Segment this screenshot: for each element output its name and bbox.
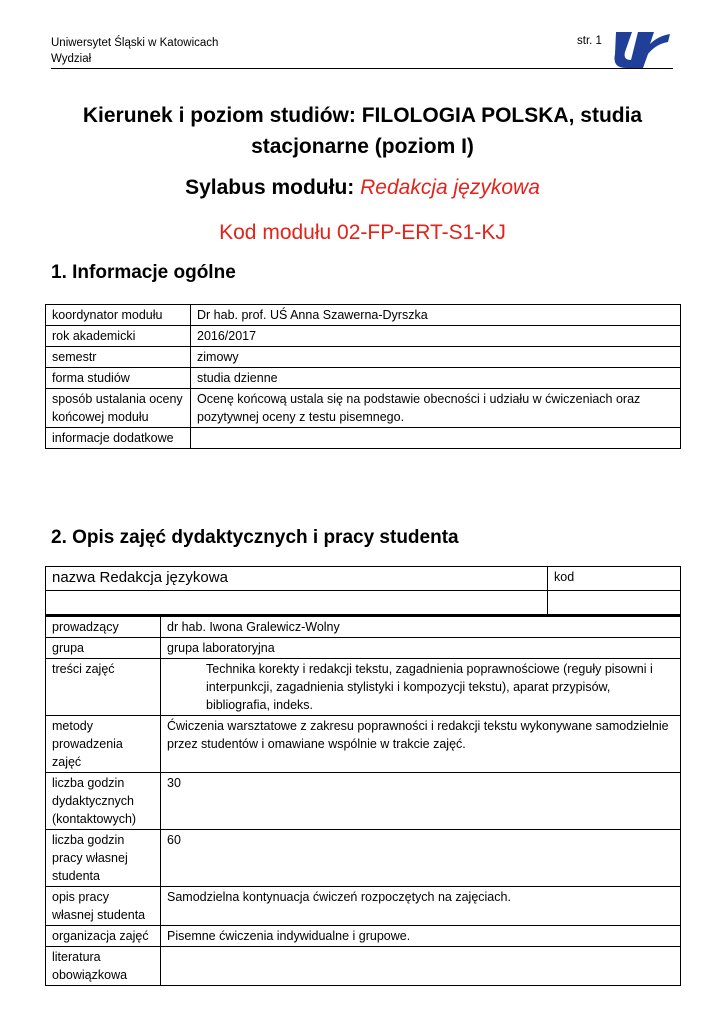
title-line-2: stacjonarne (poziom I) <box>251 135 474 158</box>
row-value: Ćwiczenia warsztatowe z zakresu poprawności i redakcji tekstu wykonywane samodzielnie przez studentów i omawiane wspólnie w trakcie zajęć. <box>161 716 681 773</box>
empty-cell <box>46 591 548 615</box>
row-value <box>191 428 681 449</box>
row-value <box>161 947 681 986</box>
title-line-1: Kierunek i poziom studiów: FILOLOGIA POLSKA, studia <box>82 104 643 127</box>
module-name-table <box>45 566 681 615</box>
table-row <box>46 659 681 716</box>
module-name: Redakcja językowa <box>360 176 540 199</box>
table-row <box>46 368 681 389</box>
course-details-table <box>45 615 681 986</box>
row-value: dr hab. Iwona Gralewicz-Wolny <box>161 616 681 638</box>
university-name: Uniwersytet Śląski w Katowicach <box>51 37 219 49</box>
general-info-table <box>45 304 681 449</box>
empty-cell <box>548 591 681 615</box>
table-row <box>46 947 681 986</box>
table-row <box>46 326 681 347</box>
row-value: Samodzielna kontynuacja ćwiczeń rozpoczętych na zajęciach. <box>161 887 681 926</box>
row-label: grupa <box>46 638 161 659</box>
table-row <box>46 591 681 615</box>
table-row <box>46 830 681 887</box>
row-label: semestr <box>46 347 191 368</box>
table-row <box>46 389 681 428</box>
table-row <box>46 773 681 830</box>
table-row <box>46 638 681 659</box>
kod-label: kod <box>548 567 681 591</box>
page-header <box>51 35 218 67</box>
table-row <box>46 716 681 773</box>
row-label: forma studiów <box>46 368 191 389</box>
syllabus-title <box>40 176 685 200</box>
row-label: informacje dodatkowe <box>46 428 191 449</box>
row-value: zimowy <box>191 347 681 368</box>
row-label: rok akademicki <box>46 326 191 347</box>
row-label: opis pracy własnej studenta <box>46 887 161 926</box>
table-row <box>46 305 681 326</box>
table-row <box>46 347 681 368</box>
table-row <box>46 616 681 638</box>
row-label: treści zajęć <box>46 659 161 716</box>
row-label: metody prowadzenia zajęć <box>46 716 161 773</box>
row-label: liczba godzin dydaktycznych (kontaktowych) <box>46 773 161 830</box>
module-code: Kod modułu 02-FP-ERT-S1-KJ <box>219 221 506 244</box>
row-value: Technika korekty i redakcji tekstu, zagadnienia poprawnościowe (reguły pisowni i interpunkcji, zagadnienia stylistyki i kompozycji tekstu), aparat przypisów, bibliografia, indeks. <box>161 659 681 716</box>
row-label: sposób ustalania oceny końcowej modułu <box>46 389 191 428</box>
row-label: koordynator modułu <box>46 305 191 326</box>
page-title <box>40 100 685 162</box>
row-label: prowadzący <box>46 616 161 638</box>
row-label: literatura obowiązkowa <box>46 947 161 986</box>
header-divider <box>51 68 673 69</box>
faculty-name: Wydział <box>51 53 92 65</box>
table-row <box>46 926 681 947</box>
row-value: Ocenę końcową ustala się na podstawie obecności i udziału w ćwiczeniach oraz pozytywnej oceny z testu pisemnego. <box>191 389 681 428</box>
section-2-heading: 2. Opis zajęć dydaktycznych i pracy studenta <box>51 527 459 548</box>
university-logo-icon <box>612 30 674 70</box>
row-value: 30 <box>161 773 681 830</box>
table-row <box>46 567 681 591</box>
row-value: studia dzienne <box>191 368 681 389</box>
table-row <box>46 428 681 449</box>
page-number: str. 1 <box>577 35 602 47</box>
row-value: 2016/2017 <box>191 326 681 347</box>
row-value: Pisemne ćwiczenia indywidualne i grupowe. <box>161 926 681 947</box>
row-value: 60 <box>161 830 681 887</box>
row-label: liczba godzin pracy własnej studenta <box>46 830 161 887</box>
syllabus-prefix: Sylabus modułu: <box>185 176 361 199</box>
row-value: grupa laboratoryjna <box>161 638 681 659</box>
nazwa-cell: nazwa Redakcja językowa <box>46 567 548 591</box>
row-value: Dr hab. prof. UŚ Anna Szawerna-Dyrszka <box>191 305 681 326</box>
table-row <box>46 887 681 926</box>
row-label: organizacja zajęć <box>46 926 161 947</box>
section-1-heading: 1. Informacje ogólne <box>51 262 236 283</box>
